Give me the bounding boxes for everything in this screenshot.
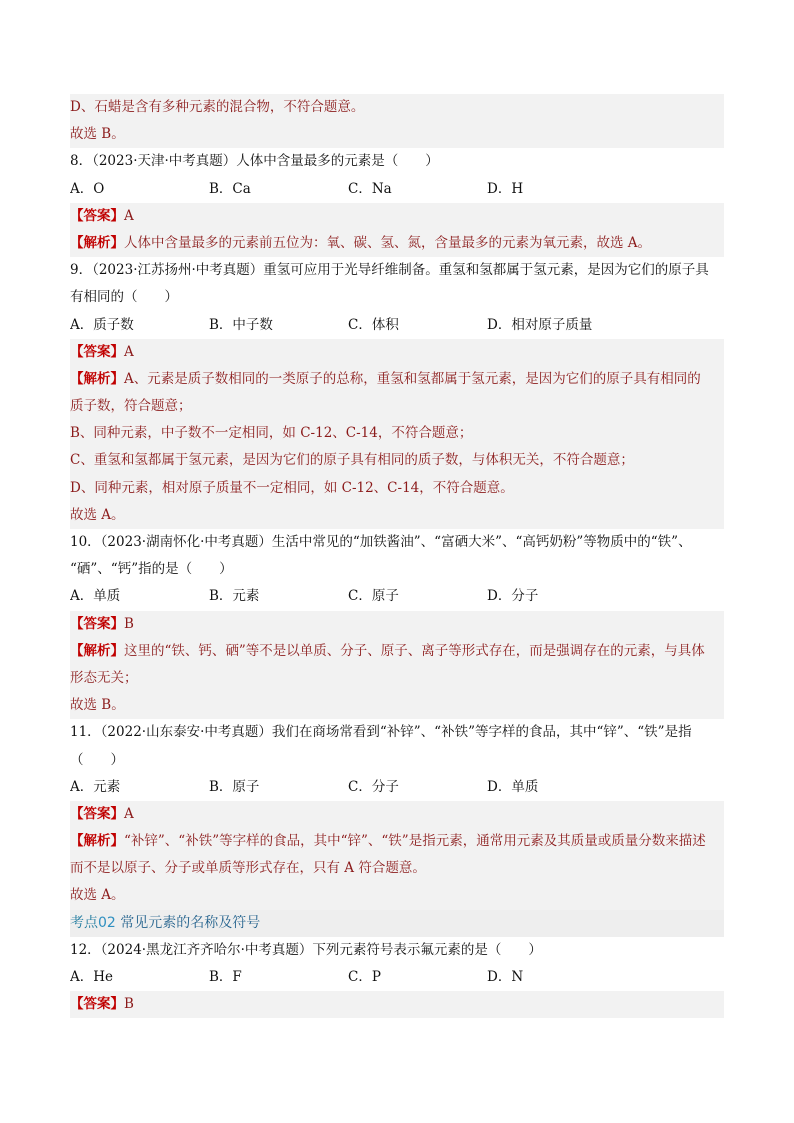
analysis-text: A、元素是质子数相同的一类原子的总称，重氢和氢都属于氢元素，是因为它们的原子具有相同的 <box>124 370 701 387</box>
question-text: 有相同的（ ） <box>70 289 178 306</box>
analysis-line <box>70 393 724 420</box>
question-9-stem-cont <box>70 284 724 311</box>
analysis-text: 质子数，符合题意； <box>70 398 192 415</box>
option-b: B．中子数 <box>209 316 273 333</box>
analysis-conclusion <box>70 121 724 148</box>
answer-tag: 【答案】 <box>70 343 124 360</box>
analysis-conclusion <box>70 692 724 719</box>
question-text: 10．（2023·湖南怀化·中考真题）生活中常见的“加铁酱油”、“富硒大米”、“高钙奶粉”等物质中的“铁”、 <box>70 534 692 550</box>
option-b: B．F <box>209 969 242 985</box>
analysis-text: 故选 B。 <box>70 126 125 143</box>
option-b: B．原子 <box>209 778 260 795</box>
question-9-analysis <box>70 366 724 393</box>
option-a: A．O <box>70 180 105 197</box>
option-a: A．He <box>70 969 114 985</box>
analysis-text: 故选 A。 <box>70 506 125 523</box>
question-11-stem-cont <box>70 747 724 774</box>
analysis-tag: 【解析】 <box>70 833 124 850</box>
option-c: C．体积 <box>348 316 399 333</box>
question-11-options <box>70 774 724 801</box>
analysis-tag: 【解析】 <box>70 234 124 251</box>
section-title: 常见元素的名称及符号 <box>120 914 261 931</box>
question-11-answer <box>70 801 724 828</box>
analysis-line <box>70 855 724 882</box>
answer-value: A <box>124 343 134 360</box>
question-8-answer <box>70 203 724 230</box>
question-10-options <box>70 583 724 610</box>
analysis-line <box>70 447 724 474</box>
option-d: D．单质 <box>487 778 539 795</box>
analysis-tag: 【解析】 <box>70 642 124 659</box>
answer-tag: 【答案】 <box>70 207 124 224</box>
question-text: 11．（2022·山东泰安·中考真题）我们在商场常看到“补锌”、“补铁”等字样的食品，其中“锌”、“铁”是指 <box>70 724 692 741</box>
answer-value: A <box>124 805 134 822</box>
question-text: （ ） <box>70 751 124 768</box>
analysis-text: C、重氢和氢都属于氢元素，是因为它们的原子具有相同的质子数，与体积无关，不符合题意； <box>70 452 634 469</box>
option-c: C．分子 <box>348 778 399 795</box>
option-d: D．分子 <box>487 588 539 605</box>
analysis-line <box>70 420 724 447</box>
option-a: A．元素 <box>70 778 121 795</box>
question-11-stem <box>70 719 724 746</box>
question-11-analysis <box>70 828 724 855</box>
answer-value: A <box>124 207 134 224</box>
question-9-options <box>70 312 724 339</box>
answer-value: B <box>124 615 134 632</box>
analysis-line <box>70 475 724 502</box>
analysis-text: 而不是以原子、分子或单质等形式存在，只有 A 符合题意。 <box>70 860 426 877</box>
analysis-text: D、同种元素，相对原子质量不一定相同，如 C-12、C-14，不符合题意。 <box>70 479 514 496</box>
answer-value: B <box>124 996 134 1013</box>
question-text: 9．（2023·江苏扬州·中考真题）重氢可应用于光导纤维制备。重氢和氢都属于氢元素，是因为它们的原子具 <box>70 262 709 279</box>
analysis-text: 故选 B。 <box>70 697 125 714</box>
analysis-text: B、同种元素，中子数不一定相同，如 C-12、C-14，不符合题意； <box>70 425 473 442</box>
option-d: D．相对原子质量 <box>487 316 593 333</box>
analysis-line <box>70 665 724 692</box>
question-8-stem <box>70 148 724 175</box>
option-c: C．P <box>348 969 381 985</box>
section-heading <box>70 910 724 937</box>
question-10-analysis <box>70 638 724 665</box>
option-c: C．Na <box>348 180 392 197</box>
option-a: A．质子数 <box>70 316 134 333</box>
question-12-answer <box>70 991 724 1018</box>
question-8-analysis <box>70 230 724 257</box>
question-12-options <box>70 964 724 991</box>
question-10-answer <box>70 611 724 638</box>
analysis-conclusion <box>70 882 724 909</box>
question-text: 12．（2024·黑龙江齐齐哈尔·中考真题）下列元素符号表示氟元素的是（ ） <box>70 941 542 958</box>
analysis-tag: 【解析】 <box>70 370 124 387</box>
question-text: “硒”、“钙”指的是（ ） <box>70 561 233 578</box>
answer-tag: 【答案】 <box>70 805 124 822</box>
analysis-text: “补锌”、“补铁”等字样的食品，其中“锌”、“铁”是指元素，通常用元素及其质量或质量分数来描述 <box>124 833 706 850</box>
option-b: B．元素 <box>209 588 260 605</box>
option-c: C．原子 <box>348 588 399 605</box>
question-10-stem <box>70 529 724 556</box>
question-8-options <box>70 176 724 203</box>
question-9-stem <box>70 257 724 284</box>
answer-tag: 【答案】 <box>70 996 124 1013</box>
option-d: D．H <box>487 180 524 197</box>
question-12-stem <box>70 937 724 964</box>
question-9-answer <box>70 339 724 366</box>
question-10-stem-cont <box>70 556 724 583</box>
analysis-conclusion <box>70 502 724 529</box>
analysis-text: 形态无关； <box>70 669 138 686</box>
section-label: 考点 <box>70 914 98 931</box>
document-page <box>70 94 724 1018</box>
question-text: 8．（2023·天津·中考真题）人体中含量最多的元素是（ ） <box>70 153 439 170</box>
option-a: A．单质 <box>70 588 121 605</box>
analysis-text: 故选 A。 <box>70 887 125 904</box>
option-d: D．N <box>487 969 524 985</box>
analysis-continuation <box>70 94 724 121</box>
analysis-text: 这里的“铁、钙、硒”等不是以单质、分子、原子、离子等形式存在，而是强调存在的元素，与具体 <box>124 642 705 659</box>
analysis-text: D、石蜡是含有多种元素的混合物，不符合题意。 <box>70 99 365 115</box>
option-b: B．Ca <box>209 180 251 197</box>
analysis-text: 人体中含量最多的元素前五位为：氧、碳、氢、氮，含量最多的元素为氧元素，故选 A。 <box>124 234 652 251</box>
section-number: 02 <box>98 914 116 931</box>
answer-tag: 【答案】 <box>70 615 124 632</box>
